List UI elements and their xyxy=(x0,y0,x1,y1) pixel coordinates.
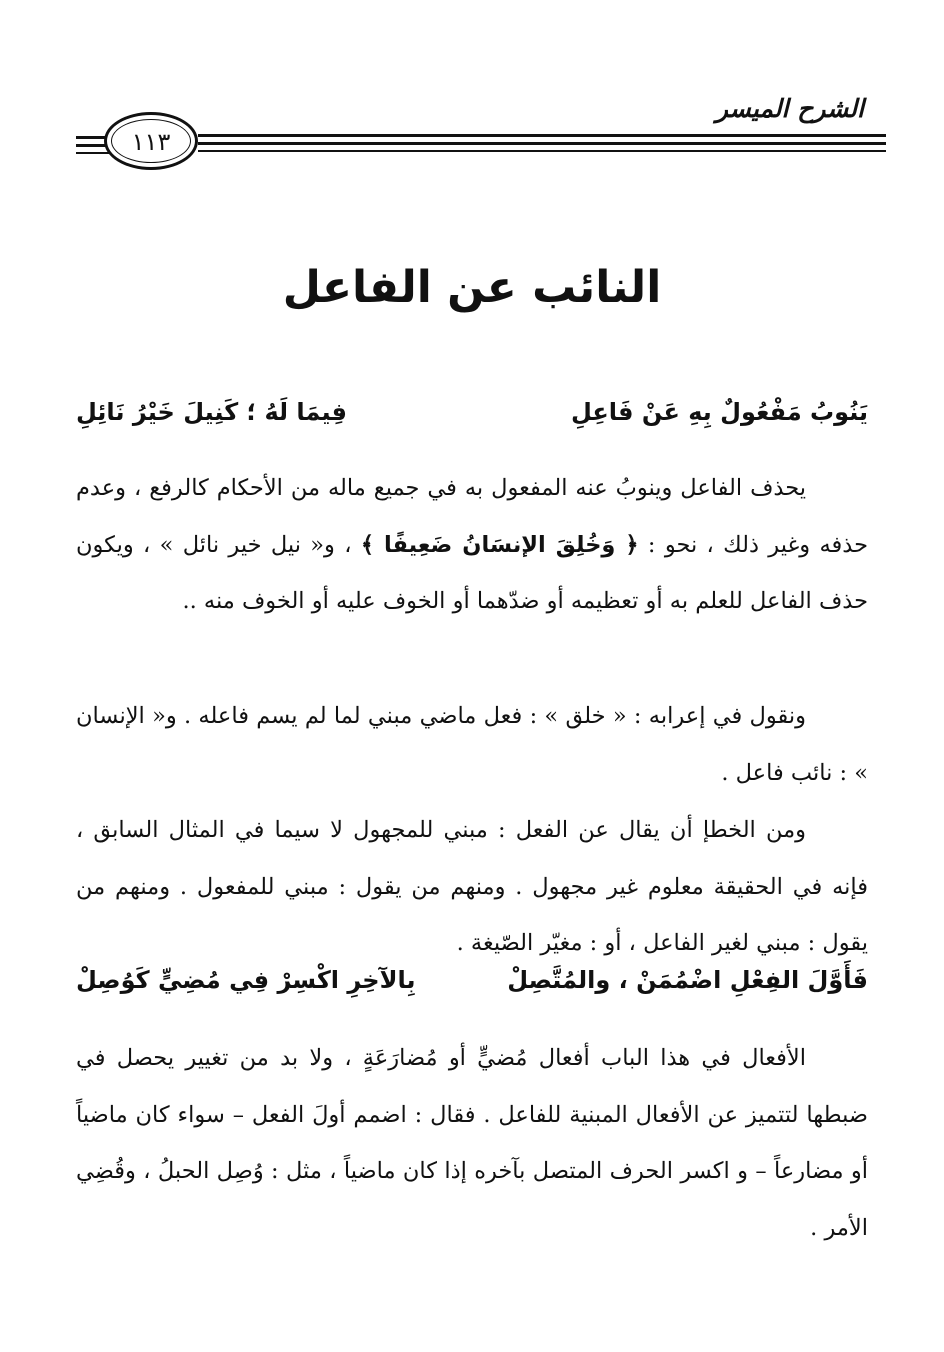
verse-left-hemistich: فِيمَا لَهُ ؛ كَنِيلَ خَيْرُ نَائِلِ xyxy=(76,398,348,426)
quran-quote: ﴿ وَخُلِقَ الإنسَانُ ضَعِيفًا ﴾ xyxy=(360,531,639,558)
header-rule xyxy=(198,150,886,152)
verse-right-hemistich: فَأَوَّلَ الفِعْلِ اضْمُمَنْ ، والمُتَّصِلْ xyxy=(507,966,868,994)
page-number: ١١٣ xyxy=(131,128,171,156)
commentary-paragraph: ومن الخطإ أن يقال عن الفعل : مبني للمجهول لا سيما في المثال السابق ، فإنه في الحقيقة معلوم غير مجهول . ومنهم من يقول : مبني للمفعول . ومنهم من يقول : مبني لغير الفاعل ، أو : مغيّر الصّيغة . xyxy=(76,817,868,956)
commentary-paragraph: ونقول في إعرابه : « خلق » : فعل ماضي مبني لما لم يسم فاعله . و« الإنسان » : نائب فاعل . xyxy=(76,703,868,786)
verse-left-hemistich: بِالآخِرِ اكْسِرْ فِي مُضِيٍّ كَوُصِلْ xyxy=(76,966,416,994)
chapter-title: النائب عن الفاعل xyxy=(282,262,662,313)
paragraph-text: ، و« نيل خير نائل » ، ويكون حذف الفاعل للعلم به أو تعظيمه أو ضدّهما أو الخوف عليه أو الخوف منه .. xyxy=(76,531,868,614)
paragraph-text: يحذف الفاعل وينوبُ عنه المفعول به في جميع ماله من الأحكام كالرفع ، وعدم حذفه وغير ذلك ، نحو : xyxy=(76,475,868,558)
commentary-paragraph xyxy=(76,460,868,630)
poem-verse xyxy=(76,392,868,432)
running-header-title: الشرح الميسر xyxy=(715,94,864,123)
commentary-paragraph: الأفعال في هذا الباب أفعال مُضيٍّ أو مُضارَعَةٍ ، ولا بد من تغيير يحصل في ضبطها لتتميز عن الأفعال المبنية للفاعل . فقال : اضمم أولَ الفعل – سواء كان ماضياً أو مضارعاً – و اكسر الحرف المتصل بآخره إذا كان ماضياً ، مثل : وُصِل الحبلُ ، وقُضِي الأمر . xyxy=(76,1045,868,1241)
header-rule xyxy=(76,152,110,154)
poem-verse xyxy=(76,960,868,1000)
verse-right-hemistich: يَنُوبُ مَفْعُولٌ بِهِ عَنْ فَاعِلِ xyxy=(570,398,868,426)
header-rule xyxy=(198,134,886,137)
page-number-badge xyxy=(104,112,198,170)
header-rule xyxy=(198,142,886,145)
